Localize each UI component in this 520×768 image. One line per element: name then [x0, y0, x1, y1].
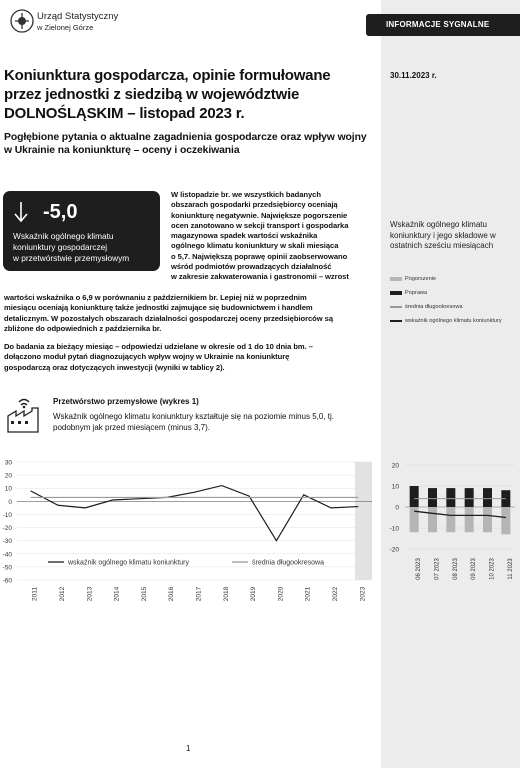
kpi-desc-line: w przetwórstwie przemysłowym — [13, 253, 130, 263]
logo-line2: w Zielonej Górze — [37, 23, 94, 32]
y-tick-label: 20 — [4, 472, 12, 480]
title-line: Koniunktura gospodarcza, opinie formułowane — [4, 67, 331, 84]
bar-poprawa — [446, 488, 455, 507]
legend-item — [390, 286, 515, 300]
page-number: 1 — [186, 744, 191, 753]
kpi-desc-line: Wskaźnik ogólnego klimatu — [13, 231, 114, 241]
y-tick-label: -50 — [2, 564, 12, 572]
x-tick-label: 2019 — [250, 586, 258, 602]
legend-item — [390, 272, 515, 286]
y-tick-label: -10 — [2, 511, 12, 519]
x-tick-label: 2021 — [304, 586, 312, 602]
x-tick-label: 2017 — [195, 586, 203, 602]
sidebar-bar-chart — [383, 455, 518, 590]
x-tick-label: 09 2023 — [471, 558, 478, 580]
bar-poprawa — [428, 488, 437, 507]
legend-label: wskaźnik ogólnego klimatu koniunktury — [405, 318, 502, 324]
text-line: W listopadzie br. we wszystkich badanych — [171, 190, 321, 199]
highlight-band — [355, 462, 372, 580]
text-line: ogólnego klimatu koniunktury w skali miesiąca — [171, 241, 339, 251]
text-line: detalicznym. W pozostałych obszarach działalności gospodarczej oceny przedsiębiorców są — [4, 313, 334, 323]
text-line: zbliżone do odpowiednich z października br. — [4, 323, 162, 333]
x-tick-label: 2016 — [168, 586, 176, 602]
y-tick-label: -30 — [2, 538, 12, 546]
legend-swatch-icon — [390, 320, 402, 322]
legend-label: średnia długookresowa — [252, 559, 324, 567]
y-tick-label: -10 — [389, 525, 399, 533]
x-tick-label: 2012 — [58, 586, 66, 602]
legend-label: Pogorszenie — [405, 276, 437, 282]
bar-poprawa — [465, 488, 474, 507]
x-tick-label: 2018 — [222, 586, 230, 602]
x-tick-label: 2023 — [359, 586, 367, 602]
y-tick-label: 20 — [391, 462, 399, 470]
bar-pogorszenie — [428, 507, 437, 532]
factory-icon — [5, 396, 43, 434]
text-line: dołączono moduł pytań diagnozujących wpływ wojny w Ukrainie na koniunkturę — [4, 352, 290, 362]
legend-item — [390, 300, 515, 314]
logo-icon — [10, 9, 34, 33]
section-title: Przetwórstwo przemysłowe (wykres 1) — [53, 397, 199, 406]
paragraph-1-narrow — [171, 190, 377, 283]
title-line: DOLNOŚLĄSKIM – listopad 2023 r. — [4, 105, 245, 122]
y-tick-label: 10 — [391, 483, 399, 491]
legend-swatch-icon — [390, 291, 402, 295]
kpi-desc-line: koniunktury gospodarczej — [13, 242, 108, 252]
bar-pogorszenie — [446, 507, 455, 532]
sidebar-panel — [381, 0, 520, 768]
legend-label: Poprawa — [405, 290, 428, 296]
text-line: magazynowa spadek wartości wskaźnika — [171, 231, 318, 241]
y-tick-label: -20 — [389, 546, 399, 554]
y-tick-label: 0 — [395, 504, 399, 512]
logo-line1: Urząd Statystyczny — [37, 11, 119, 22]
x-tick-label: 2015 — [140, 586, 148, 602]
text-line: miesiącu oceniają koniunkturę także jednostki zajmujące się budownictwem i handlem — [4, 303, 313, 313]
page-title — [4, 66, 374, 123]
kpi-description — [13, 231, 158, 264]
bar-poprawa — [483, 488, 492, 507]
x-tick-label: 2022 — [332, 586, 340, 602]
series-line — [31, 486, 359, 541]
section-text: Wskaźnik ogólnego klimatu koniunktury kształtuje się na poziomie minus 5,0, tj. podobnym jak przed miesiącem (minus 3,7). — [53, 412, 335, 432]
legend-swatch-icon — [390, 277, 402, 281]
text-line: w zakresie zakwaterowania i gastronomii – wzrost — [171, 272, 349, 282]
y-tick-label: -60 — [2, 577, 12, 585]
legend-label: wskaźnik ogólnego klimatu koniunktury — [68, 559, 190, 567]
x-tick-label: 2013 — [86, 586, 94, 602]
legend-swatch-icon — [390, 306, 402, 308]
page-subtitle — [4, 131, 374, 157]
text-line: ocen zanotowano w sekcji transport i gospodarka — [171, 220, 349, 230]
x-tick-label: 08 2023 — [452, 558, 459, 580]
text-line: koniunkturę negatywnie. Największe pogorszenie — [171, 210, 348, 220]
subtitle-line: w Ukrainie na koniunkturę – oceny i oczekiwania — [4, 145, 240, 156]
text-line: wartości wskaźnika o 6,9 w porównaniu z październikiem br. Lepiej niż w poprzednim — [4, 293, 307, 302]
main-line-chart — [0, 452, 380, 602]
legend-label: średnia długookresowa — [405, 304, 463, 310]
bar-poprawa — [410, 486, 419, 507]
x-tick-label: 2020 — [277, 586, 285, 602]
title-line: przez jednostki z siedzibą w województwie — [4, 86, 300, 103]
bar-pogorszenie — [483, 507, 492, 532]
paragraph-2 — [4, 342, 378, 373]
category-tag: INFORMACJE SYGNALNE — [366, 14, 520, 36]
bar-pogorszenie — [501, 507, 510, 534]
bar-pogorszenie — [410, 507, 419, 532]
paragraph-1-wide — [4, 293, 378, 334]
x-tick-label: 2011 — [31, 587, 39, 601]
text-line: wśród podmiotów prowadzących działalność — [171, 262, 332, 272]
logo-text — [37, 11, 118, 33]
text-line: gospodarczą oraz dotyczących inwestycji (wyniki w tablicy 2). — [4, 362, 225, 372]
sidebar-legend — [390, 272, 515, 328]
x-tick-label: 07 2023 — [434, 558, 441, 580]
x-tick-label: 10 2023 — [489, 558, 496, 580]
series-line-wskaznik — [414, 511, 506, 517]
bar-pogorszenie — [465, 507, 474, 532]
text-line: o 5,7. Największą poprawę opinii zaobserwowano — [171, 251, 348, 261]
x-tick-label: 06 2023 — [416, 558, 423, 580]
text-line: obszarach gospodarki przedsiębiorcy oceniają — [171, 200, 338, 210]
legend-item — [390, 314, 515, 328]
y-tick-label: 0 — [8, 498, 12, 506]
kpi-value: -5,0 — [43, 201, 78, 223]
y-tick-label: -20 — [2, 525, 12, 533]
x-tick-label: 2014 — [113, 586, 121, 602]
kpi-box — [3, 191, 160, 271]
down-arrow-icon — [13, 201, 29, 223]
subtitle-line: Pogłębione pytania o aktualne zagadnienia gospodarcze oraz wpływ wojny — [4, 132, 367, 143]
sidebar-caption: Wskaźnik ogólnego klimatu koniunktury i jego składowe w ostatnich sześciu miesiącach — [390, 220, 496, 250]
x-tick-label: 11 2023 — [507, 558, 514, 580]
y-tick-label: 30 — [4, 459, 12, 467]
publication-date: 30.11.2023 r. — [390, 71, 437, 80]
text-line: Do badania za bieżący miesiąc – odpowiedzi udzielane w okresie od 1 do 10 dnia bm. – — [4, 342, 313, 351]
y-tick-label: -40 — [2, 551, 12, 559]
y-tick-label: 10 — [4, 485, 12, 493]
